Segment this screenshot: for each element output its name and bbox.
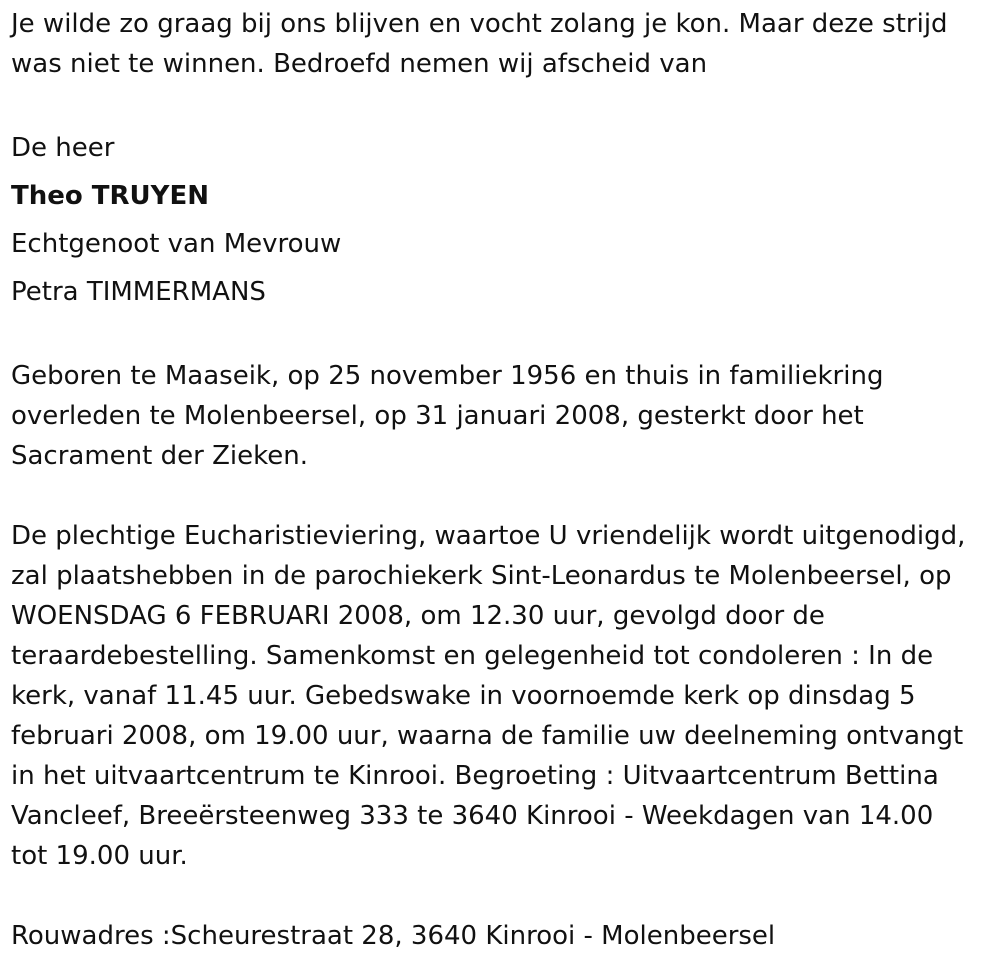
intro-line: Je wilde zo graag bij ons blijven en vocht zolang je kon. Maar deze strijd <box>11 9 948 39</box>
intro-paragraph <box>11 0 990 84</box>
paragraph-line: tot 19.00 uur. <box>11 841 188 871</box>
paragraph-line: overleden te Molenbeersel, op 31 januari 2008, gesterkt door het <box>11 401 864 431</box>
deceased-name: Theo TRUYEN <box>11 181 210 211</box>
spacer <box>11 476 990 516</box>
spouse-line: Echtgenoot van Mevrouw <box>11 229 342 259</box>
spouse-name: Petra TIMMERMANS <box>11 277 266 307</box>
paragraph-line: zal plaatshebben in de parochiekerk Sint-Leonardus te Molenbeersel, op <box>11 561 952 591</box>
intro-line: was niet te winnen. Bedroefd nemen wij afscheid van <box>11 49 708 79</box>
salutation: De heer <box>11 133 115 163</box>
paragraph-line: Vancleef, Breeërsteenweg 333 te 3640 Kinrooi - Weekdagen van 14.00 <box>11 801 934 831</box>
spacer <box>11 316 990 356</box>
address-paragraph <box>11 916 990 956</box>
deceased-block <box>11 124 990 316</box>
paragraph-line: De plechtige Eucharistieviering, waartoe U vriendelijk wordt uitgenodigd, <box>11 521 966 551</box>
spacer <box>11 876 990 916</box>
paragraph-line: februari 2008, om 19.00 uur, waarna de familie uw deelneming ontvangt <box>11 721 964 751</box>
paragraph-line: in het uitvaartcentrum te Kinrooi. Begroeting : Uitvaartcentrum Bettina <box>11 761 939 791</box>
spacer <box>11 84 990 124</box>
paragraph-line: Sacrament der Zieken. <box>11 441 308 471</box>
mourning-address: Rouwadres :Scheurestraat 28, 3640 Kinrooi - Molenbeersel <box>11 921 776 951</box>
service-paragraph <box>11 516 990 876</box>
birth-death-paragraph <box>11 356 990 476</box>
paragraph-line: kerk, vanaf 11.45 uur. Gebedswake in voornoemde kerk op dinsdag 5 <box>11 681 916 711</box>
paragraph-line: WOENSDAG 6 FEBRUARI 2008, om 12.30 uur, gevolgd door de <box>11 601 825 631</box>
paragraph-line: Geboren te Maaseik, op 25 november 1956 en thuis in familiekring <box>11 361 884 391</box>
paragraph-line: teraardebestelling. Samenkomst en gelegenheid tot condoleren : In de <box>11 641 934 671</box>
